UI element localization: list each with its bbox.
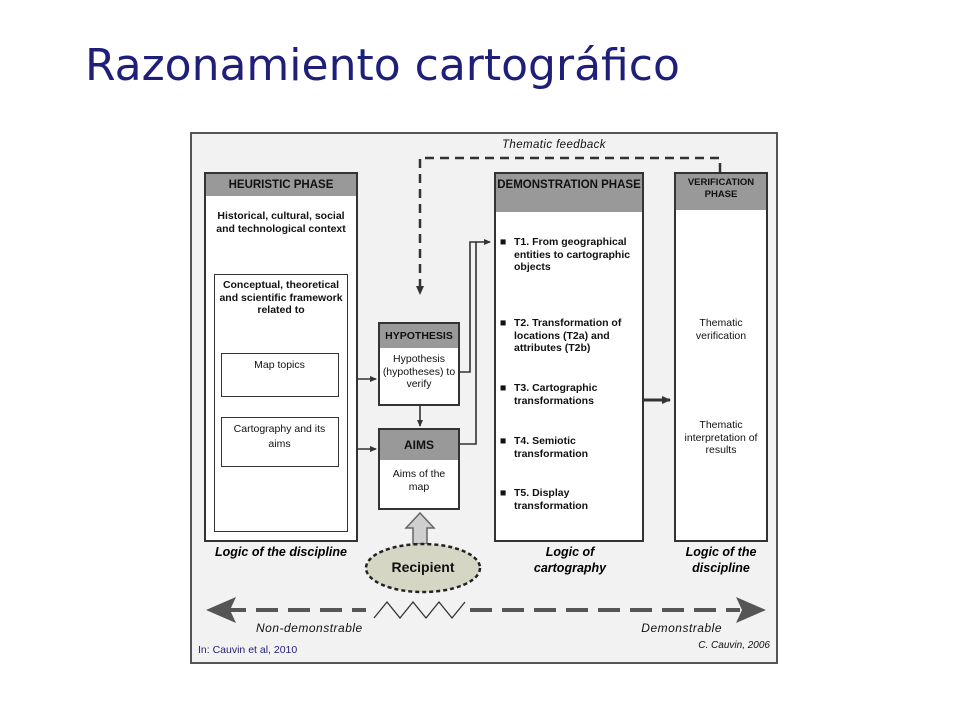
hypothesis-to-demonstration-arrow <box>460 242 490 372</box>
hypothesis-header: HYPOTHESIS <box>380 324 458 348</box>
map-topics-text: Map topics <box>254 359 305 371</box>
verification-phase-box <box>674 172 768 542</box>
hypothesis-box <box>378 322 460 406</box>
demonstration-step-t4: ■ T4. Semiotic transformation <box>500 435 589 460</box>
demonstration-phase-box <box>494 172 644 542</box>
thematic-feedback-label: Thematic feedback <box>502 139 606 151</box>
verification-phase-header: VERIFICATION PHASE <box>676 174 766 210</box>
demonstrable-label: Demonstrable <box>641 621 722 635</box>
thematic-interpretation-text: Thematic interpretation of results <box>684 419 758 457</box>
source-note: In: Cauvin et al, 2010 <box>198 644 298 656</box>
thematic-verification-text: Thematic verification <box>695 317 747 342</box>
aims-to-demonstration-arrow <box>460 242 476 444</box>
framework-text: Conceptual, theoretical and scientific framework related to <box>219 279 343 317</box>
demonstration-step-t3: ■ T3. Cartographic transformations <box>500 382 598 407</box>
demonstration-phase-header: DEMONSTRATION PHASE <box>496 174 642 212</box>
heuristic-phase-box <box>204 172 358 542</box>
recipient-up-arrow <box>406 513 434 544</box>
hypothesis-body: Hypothesis (hypotheses) to verify <box>382 353 456 391</box>
cartography-aims-box <box>221 417 339 467</box>
heuristic-logic-label: Logic of the discipline <box>215 545 347 559</box>
demonstrability-axis <box>206 597 766 623</box>
non-demonstrable-label: Non-demonstrable <box>256 621 363 635</box>
demonstration-step-t1: ■ T1. From geographical entities to cartographic objects <box>500 236 631 274</box>
slide-title: Razonamiento cartográfico <box>85 40 680 91</box>
demonstration-logic-label: Logic of cartography <box>533 545 607 575</box>
cartography-aims-text: Cartography and its aims <box>233 423 326 451</box>
aims-header: AIMS <box>380 430 458 460</box>
recipient-label: Recipient <box>391 559 455 575</box>
heuristic-context-text: Historical, cultural, social and technological context <box>216 210 346 235</box>
author-credit: C. Cauvin, 2006 <box>698 640 770 651</box>
aims-box <box>378 428 460 510</box>
heuristic-phase-header: HEURISTIC PHASE <box>206 174 356 196</box>
demonstration-step-t2: ■ T2. Transformation of locations (T2a) and attributes (T2b) <box>500 317 622 355</box>
map-topics-box <box>221 353 339 397</box>
cartographic-reasoning-diagram <box>190 132 778 664</box>
demonstration-step-t5: ■ T5. Display transformation <box>500 487 589 512</box>
aims-body: Aims of the map <box>392 468 446 493</box>
framework-box <box>214 274 348 532</box>
verification-logic-label: Logic of the discipline <box>685 545 757 575</box>
